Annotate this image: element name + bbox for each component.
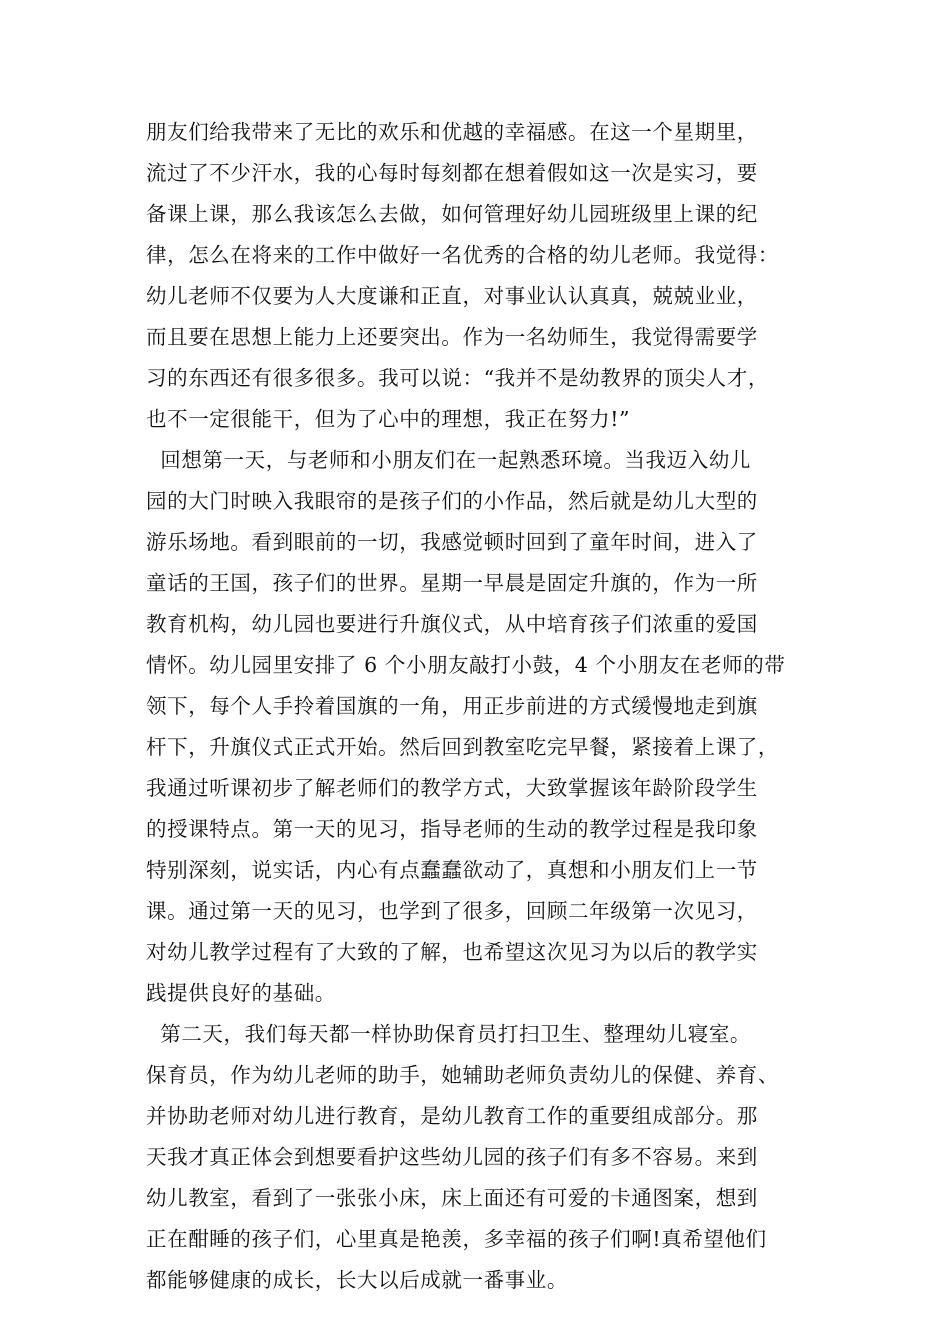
paragraph-2-line-11: 特别深刻，说实话，内心有点蠢蠢欲动了，真想和小朋友们上一节 xyxy=(146,858,758,882)
paragraph-2-line-10: 的授课特点。第一天的见习，指导老师的生动的教学过程是我印象 xyxy=(146,817,758,841)
paragraph-2-line-9: 我通过听课初步了解老师们的教学方式，大致掌握该年龄阶段学生 xyxy=(146,776,758,800)
paragraph-2-line-8: 杆下，升旗仪式正式开始。然后回到教室吃完早餐，紧接着上课了， xyxy=(146,735,779,759)
paragraph-1-line-7: 习的东西还有很多很多。我可以说：“我并不是幼教界的顶尖人才， xyxy=(146,366,769,390)
paragraph-1-line-1: 朋友们给我带来了无比的欢乐和优越的幸福感。在这一个星期里， xyxy=(146,120,758,144)
paragraph-2-line-6: 情怀。幼儿园里安排了 6 个小朋友敲打小鼓，4 个小朋友在老师的带 xyxy=(146,653,786,677)
paragraph-2-line-7: 领下，每个人手拎着国旗的一角，用正步前进的方式缓慢地走到旗 xyxy=(146,694,758,718)
paragraph-1-line-3: 备课上课，那么我该怎么去做，如何管理好幼儿园班级里上课的纪 xyxy=(146,202,758,226)
paragraph-2-line-2: 园的大门时映入我眼帘的是孩子们的小作品，然后就是幼儿大型的 xyxy=(146,489,758,513)
paragraph-2-line-5: 教育机构，幼儿园也要进行升旗仪式，从中培育孩子们浓重的爱国 xyxy=(146,612,758,636)
paragraph-3-line-7: 都能够健康的成长，长大以后成就一番事业。 xyxy=(146,1268,568,1292)
paragraph-2-line-12: 课。通过第一天的见习，也学到了很多，回顾二年级第一次见习， xyxy=(146,899,758,923)
paragraph-2-line-3: 游乐场地。看到眼前的一切，我感觉顿时回到了童年时间，进入了 xyxy=(146,530,758,554)
paragraph-1-line-4: 律，怎么在将来的工作中做好一名优秀的合格的幼儿老师。我觉得： xyxy=(146,243,779,267)
paragraph-1-line-8: 也不一定很能干，但为了心中的理想，我正在努力!” xyxy=(146,407,631,431)
paragraph-3-line-5: 幼儿教室，看到了一张张小床，床上面还有可爱的卡通图案，想到 xyxy=(146,1186,758,1210)
paragraph-3-line-4: 天我才真正体会到想要看护这些幼儿园的孩子们有多不容易。来到 xyxy=(146,1145,758,1169)
paragraph-1-line-5: 幼儿老师不仅要为人大度谦和正直，对事业认认真真，兢兢业业， xyxy=(146,284,758,308)
paragraph-2-line-4: 童话的王国，孩子们的世界。星期一早晨是固定升旗的，作为一所 xyxy=(146,571,758,595)
paragraph-2-line-1: 回想第一天，与老师和小朋友们在一起熟悉环境。当我迈入幼儿 xyxy=(146,448,752,472)
paragraph-3-line-6: 正在酣睡的孩子们，心里真是艳羡，多幸福的孩子们啊!真希望他们 xyxy=(146,1227,767,1251)
paragraph-3-line-1: 第二天，我们每天都一样协助保育员打扫卫生、整理幼儿寝室。 xyxy=(146,1022,752,1046)
paragraph-1-line-6: 而且要在思想上能力上还要突出。作为一名幼师生，我觉得需要学 xyxy=(146,325,758,349)
paragraph-2-line-13: 对幼儿教学过程有了大致的了解，也希望这次见习为以后的教学实 xyxy=(146,940,758,964)
paragraph-1-line-2: 流过了不少汗水，我的心每时每刻都在想着假如这一次是实习，要 xyxy=(146,161,758,185)
paragraph-2-line-14: 践提供良好的基础。 xyxy=(146,981,336,1005)
paragraph-3-line-2: 保育员，作为幼儿老师的助手，她辅助老师负责幼儿的保健、养育、 xyxy=(146,1063,779,1087)
paragraph-3-line-3: 并协助老师对幼儿进行教育，是幼儿教育工作的重要组成部分。那 xyxy=(146,1104,758,1128)
